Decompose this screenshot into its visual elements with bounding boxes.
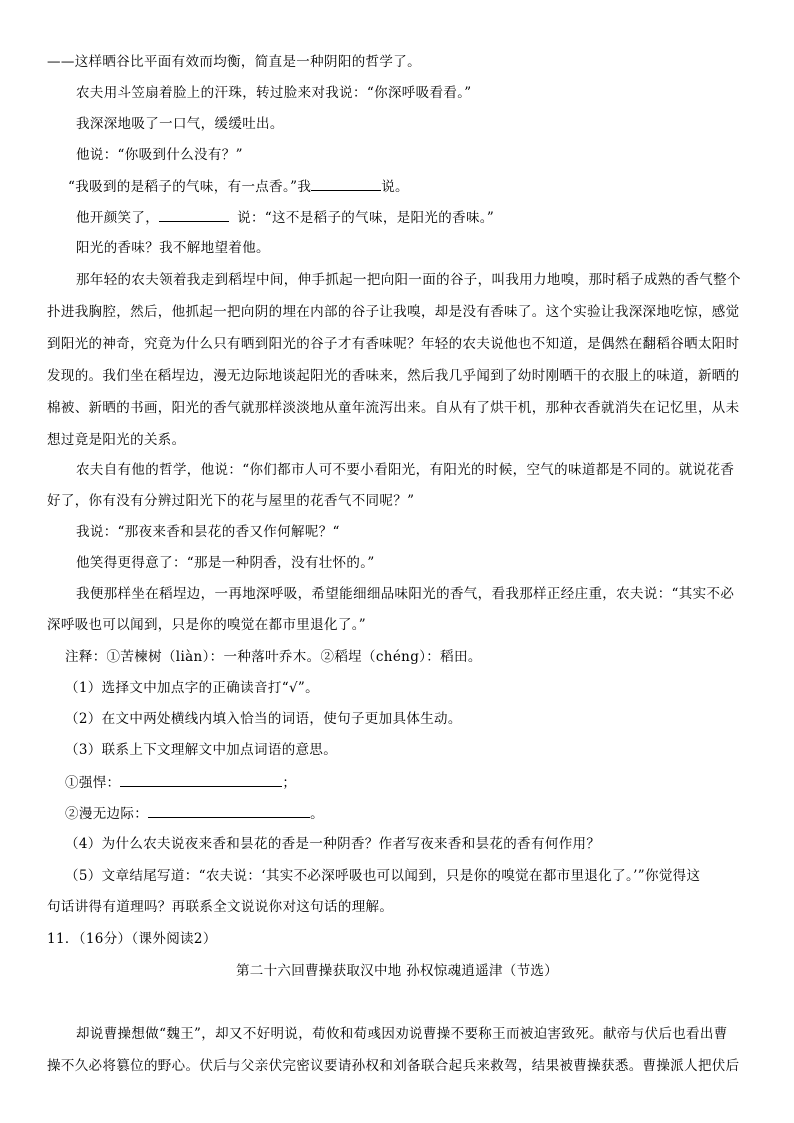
paragraph-line: 农夫自有他的哲学，他说：“你们都市人可不要小看阳光，有阳光的时候，空气的味道都是不同的。就说花香: [76, 462, 735, 478]
paragraph-text: 他开颜笑了，: [76, 210, 160, 226]
answer-blank-3b[interactable]: [148, 803, 310, 818]
paragraph-line-with-blank: [68, 176, 778, 197]
paragraph-line: 棉被、新晒的书画，阳光的香气就那样淡淡地从童年流泻出来。自从有了烘干机，那种衣香就消失在记忆里，从未: [47, 400, 740, 416]
question-5-continued: 句话讲得有道理吗？再联系全文说说你对这句话的理解。: [47, 899, 394, 915]
paragraph-line: 我深深地吸了一口气，缓缓吐出。: [76, 116, 284, 132]
paragraph-line: 深呼吸也可以闻到，只是你的嗅觉在都市里退化了。”: [47, 617, 367, 633]
paragraph-line: 我便那样坐在稻埕边，一再地深呼吸，希望能细细品味阳光的香气，看我那样正经庄重，农夫说：“其实不必: [76, 586, 735, 602]
paragraph-line: 他说：“你吸到什么没有？”: [76, 147, 243, 163]
paragraph-line: ——这样晒谷比平面有效而均衡，简直是一种阴阳的哲学了。: [47, 54, 421, 70]
question-3b: [65, 803, 775, 824]
question-1: （1）选择文中加点字的正确读音打“√”。: [65, 680, 319, 696]
paragraph-line: 我说：“那夜来香和昙花的香又作何解呢？“: [76, 524, 340, 540]
passage-title: 第二十六回曹操获取汉中地 孙权惊魂逍遥津（节选）: [236, 963, 558, 979]
paragraph-text: 说：“这不是稻子的气味，是阳光的香味。”: [237, 210, 495, 226]
paragraph-line: 想过竟是阳光的关系。: [47, 432, 186, 448]
paragraph-line: 农夫用斗笠扇着脸上的汗珠，转过脸来对我说：“你深呼吸看看。”: [76, 85, 472, 101]
paragraph-line: 那年轻的农夫领着我走到稻埕中间，伸手抓起一把向阳一面的谷子，叫我用力地嗅，那时稻子成熟的香气整个: [76, 272, 741, 288]
question-4: （4）为什么农夫说夜来香和昙花的香是一种阴香？作者写夜来香和昙花的香有何作用？: [65, 836, 601, 852]
question-3a: [65, 772, 775, 793]
paragraph-text: “我吸到的是稻子的气味，有一点香。”我: [68, 179, 312, 195]
paragraph-line: 好了，你有没有分辨过阳光下的花与屋里的花香气不同呢？”: [47, 493, 415, 509]
paragraph-line: 他笑得更得意了：“那是一种阴香，没有壮怀的。”: [76, 555, 375, 571]
paragraph-line: 阳光的香味？我不解地望着他。: [76, 240, 270, 256]
notes: 注释：①苦楝树（liàn）：一种落叶乔木。②稻埕（chéng）：稻田。: [65, 649, 482, 665]
section-heading: 11．（16分）（课外阅读2）: [47, 931, 217, 947]
fill-in-blank-2[interactable]: [159, 207, 229, 222]
answer-blank-3a[interactable]: [120, 772, 282, 787]
paragraph-text: 说。: [381, 179, 409, 195]
paragraph-line: 到阳光的神奇，究竟为什么只有晒到阳光的谷子才有香味呢？年轻的农夫说他也不知道，是偶然在翻稻谷晒太阳时: [47, 336, 740, 352]
paragraph-line: 却说曹操想做“魏王”，却又不好明说，荀攸和荀彧因劝说曹操不要称王而被迫害致死。献帝与伏后也看出曹: [76, 1026, 728, 1042]
question-2: （2）在文中两处横线内填入恰当的词语，使句子更加具体生动。: [65, 711, 462, 727]
question-3: （3）联系上下文理解文中加点词语的意思。: [65, 742, 338, 758]
paragraph-line: 扑进我胸腔，然后，他抓起一把向阴的埋在内部的谷子让我嗅，却是没有香味了。这个实验让我深深地吃惊，感觉: [47, 304, 740, 320]
question-5: （5）文章结尾写道：“农夫说：‘其实不必深呼吸也可以闻到，只是你的嗅觉在都市里退化了。’”你觉得这: [65, 868, 701, 884]
paragraph-line: 操不久必将篡位的野心。伏后与父亲伏完密议要请孙权和刘备联合起兵来救驾，结果被曹操获悉。曹操派人把伏后: [47, 1058, 740, 1074]
paragraph-line: 发现的。我们坐在稻埕边，漫无边际地谈起阳光的香味来，然后我几乎闻到了幼时刚晒干的衣服上的味道，新晒的: [47, 368, 740, 384]
answer-label: ①强悍：: [65, 775, 121, 791]
answer-end: ；: [282, 775, 297, 791]
paragraph-line-with-blank: [76, 207, 786, 228]
answer-end: 。: [310, 806, 324, 822]
fill-in-blank-1[interactable]: [311, 176, 381, 191]
answer-label: ②漫无边际：: [65, 806, 149, 822]
